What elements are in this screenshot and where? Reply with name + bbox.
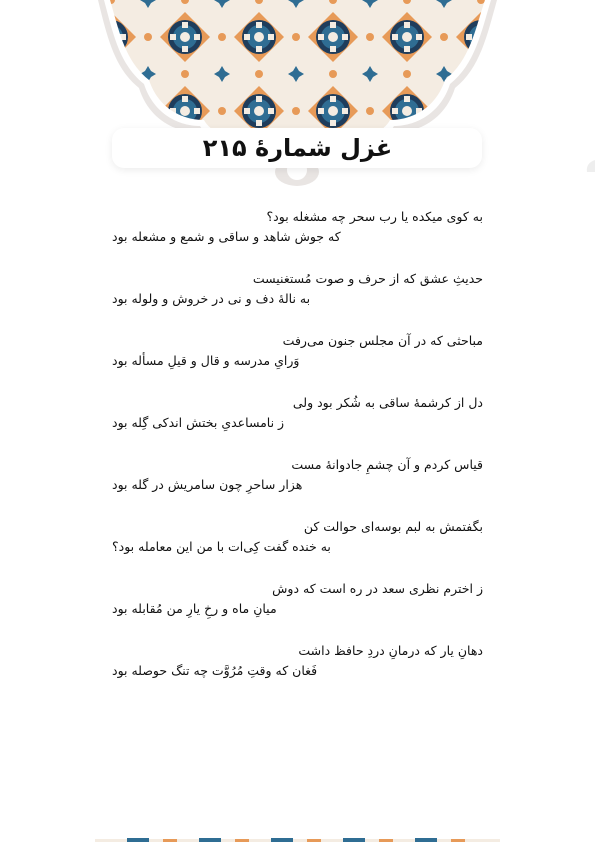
first-hemistich: حدیثِ عشق که از حرف و صوت مُستغنیست [252, 271, 483, 286]
second-hemistich: به نالهٔ دف و نی در خروش و ولوله بود [112, 291, 311, 306]
first-hemistich: بگفتمش به لبم بوسه‌ای حوالت کن [303, 519, 483, 534]
couplet [112, 331, 483, 393]
page-edge-mark [581, 160, 595, 172]
first-hemistich: دهانِ یار که درمانِ دردِ حافظ داشت [298, 643, 483, 658]
second-hemistich: هزار ساحرِ چون سامریش در گله بود [112, 477, 303, 492]
first-hemistich: مباحثی که در آن مجلس جنون می‌رفت [282, 333, 483, 348]
couplet [112, 393, 483, 455]
couplet [112, 207, 483, 269]
first-hemistich: قیاس کردم و آن چشمِ جادوانهٔ مست [291, 457, 483, 472]
first-hemistich: به کوی میکده یا رب سحر چه مشغله بود؟ [266, 209, 483, 224]
poem [112, 207, 483, 703]
first-hemistich: دل از کرشمهٔ ساقی به شُکر بود ولی [292, 395, 483, 410]
page-title: غزل شمارهٔ ۲۱۵ [202, 134, 393, 162]
second-hemistich: فَغان که وقتِ مُرُوَّت چه تنگ حوصله بود [112, 663, 318, 678]
second-hemistich: وَرایِ مدرسه و قال و قیلِ مسأله بود [112, 353, 300, 368]
first-hemistich: ز اخترم نظری سعد در ره است که دوش [272, 581, 483, 596]
second-hemistich: که جوش شاهد و ساقی و شمع و مشعله بود [112, 229, 341, 244]
second-hemistich: ز نامساعدیِ بختش اندکی گِله بود [112, 415, 285, 430]
couplet [112, 517, 483, 579]
second-hemistich: به خنده گفت کِی‌ات با من این معامله بود؟ [112, 539, 331, 554]
couplet [112, 269, 483, 331]
couplet [112, 455, 483, 517]
couplet [112, 641, 483, 703]
decorative-footer-band [95, 836, 500, 842]
decorative-tile-ornament [0, 0, 595, 200]
second-hemistich: میانِ ماه و رخِ یارِ من مُقابله بود [112, 601, 277, 616]
couplet [112, 579, 483, 641]
